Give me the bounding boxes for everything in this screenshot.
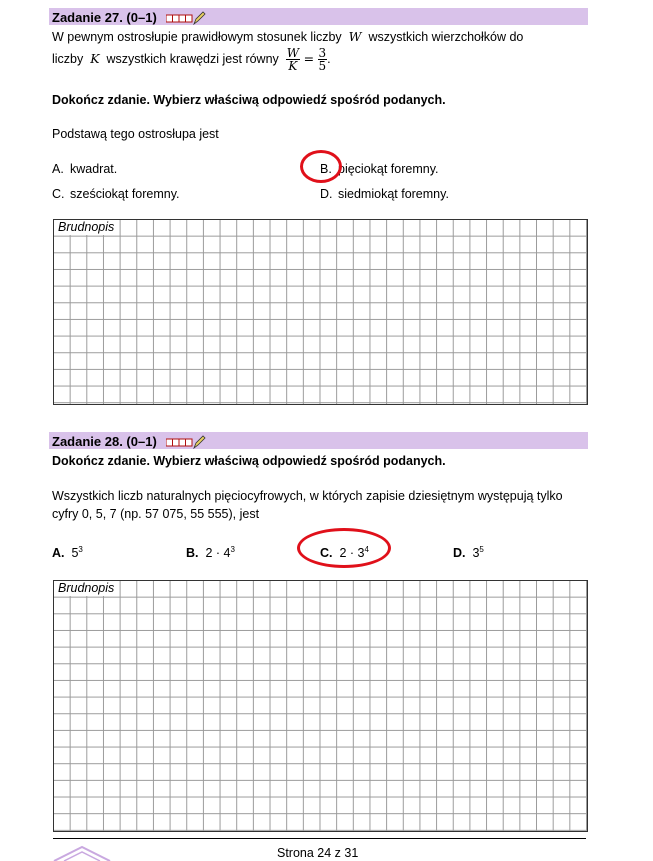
task28-option-a[interactable]: A. $5^3$ (52, 545, 83, 560)
task27-scratch-grid[interactable] (53, 219, 588, 405)
ratio-fraction: $\frac{W}{K}$ (286, 46, 300, 74)
task27-option-c[interactable]: C. sześciokąt foremny. (52, 187, 180, 201)
answer-circle-c (297, 528, 391, 568)
value-fraction: $\frac{3}{5}$ (318, 46, 327, 74)
task28-stem-line1: Wszystkich liczb naturalnych pięciocyfrowych, w których zapisie dziesiętnym występują tylko (52, 489, 563, 503)
task28-option-c[interactable]: C. $2 \cdot 3^4$ (320, 545, 369, 560)
task28-header (49, 432, 588, 449)
task27-option-d[interactable]: D. siedmiokąt foremny. (320, 187, 449, 201)
task27-header (49, 8, 588, 25)
task27-title: Zadanie 27. (0–1) (52, 10, 157, 26)
points-pencil-icon (166, 11, 206, 25)
task27-option-b[interactable]: B. pięciokąt foremny. (320, 162, 439, 176)
task28-scratch-grid[interactable] (53, 580, 588, 832)
task28-stem-line2: cyfry 0, 5, 7 (np. 57 075, 55 555), jest (52, 507, 260, 521)
page-number: Strona 24 z 31 (277, 846, 359, 860)
task27-stem: Podstawą tego ostrosłupa jest (52, 127, 219, 141)
task27-text-line2: liczby K wszystkich krawędzi jest równy $\frac{W}{K}$ = $\frac{3}{5}$ . (52, 46, 331, 74)
answer-circle-b (300, 150, 342, 183)
footer-divider (53, 838, 586, 839)
task28-title: Zadanie 28. (0–1) (52, 434, 157, 450)
task28-option-b[interactable]: B. $2 \cdot 4^3$ (186, 545, 235, 560)
task27-instruction: Dokończ zdanie. Wybierz właściwą odpowiedź spośród podanych. (52, 93, 446, 107)
points-pencil-icon (166, 435, 206, 449)
task28-scratch-label: Brudnopis (56, 581, 118, 596)
task28-instruction: Dokończ zdanie. Wybierz właściwą odpowiedź spośród podanych. (52, 454, 446, 468)
cke-logo-icon (52, 844, 112, 861)
task27-scratch-label: Brudnopis (56, 220, 118, 235)
task28-option-d[interactable]: D. $3^5$ (453, 545, 484, 560)
task27-text-line1: W pewnym ostrosłupie prawidłowym stosunek liczby W wszystkich wierzchołków do (52, 29, 524, 44)
task27-option-a[interactable]: A. kwadrat. (52, 162, 118, 176)
